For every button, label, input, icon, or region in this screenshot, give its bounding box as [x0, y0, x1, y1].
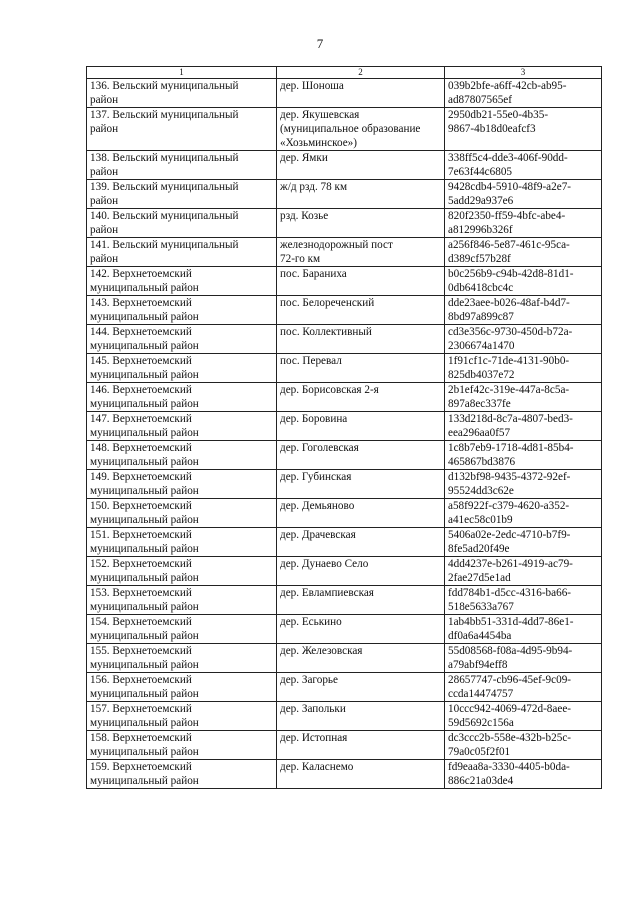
settlement-cell [277, 383, 445, 412]
municipality-cell [87, 325, 277, 354]
table-row [87, 557, 602, 586]
settlement-cell-text: пос. Коллективный [280, 326, 372, 338]
municipality-cell [87, 499, 277, 528]
municipality-cell-text: 143. Верхнетоемский муниципальный район [90, 297, 199, 323]
guid-cell-text: fd9eaa8a-3330-4405-b0da- 886c21a03de4 [448, 761, 570, 787]
municipality-cell-text: 144. Верхнетоемский муниципальный район [90, 326, 199, 352]
municipality-cell-text: 156. Верхнетоемский муниципальный район [90, 674, 199, 700]
municipality-cell-text: 151. Верхнетоемский муниципальный район [90, 529, 199, 555]
table-row [87, 108, 602, 151]
guid-cell-text: 10ccc942-4069-472d-8aee- 59d5692c156a [448, 703, 572, 729]
table-row [87, 760, 602, 789]
municipality-cell [87, 470, 277, 499]
guid-cell-text: dc3ccc2b-558e-432b-b25c- 79a0c05f2f01 [448, 732, 572, 758]
settlement-cell-text: рзд. Козье [280, 210, 329, 222]
guid-cell [445, 267, 602, 296]
guid-cell [445, 615, 602, 644]
municipality-cell-text: 139. Вельский муниципальный район [90, 181, 239, 207]
settlement-cell-text: железнодорожный пост 72-го км [280, 239, 393, 265]
table-row [87, 296, 602, 325]
settlement-cell [277, 615, 445, 644]
table-row [87, 209, 602, 238]
settlement-cell-text: пос. Белореченский [280, 297, 375, 309]
municipality-cell-text: 154. Верхнетоемский муниципальный район [90, 616, 199, 642]
guid-cell [445, 209, 602, 238]
municipality-cell [87, 296, 277, 325]
settlement-cell-text: дер. Загорье [280, 674, 338, 686]
guid-cell-text: d132bf98-9435-4372-92ef- 95524dd3c62e [448, 471, 571, 497]
guid-cell [445, 673, 602, 702]
guid-cell-text: 1f91cf1c-71de-4131-90b0- 825db4037e72 [448, 355, 570, 381]
municipality-cell-text: 157. Верхнетоемский муниципальный район [90, 703, 199, 729]
municipality-cell [87, 383, 277, 412]
settlement-cell-text: пос. Бараниха [280, 268, 347, 280]
settlement-cell-text: пос. Перевал [280, 355, 342, 367]
table-row [87, 673, 602, 702]
settlement-cell [277, 151, 445, 180]
guid-cell-text: 820f2350-ff59-4bfc-abe4- a812996b326f [448, 210, 566, 236]
municipality-cell [87, 108, 277, 151]
settlement-cell [277, 528, 445, 557]
municipality-cell [87, 209, 277, 238]
settlement-cell-text: дер. Железовская [280, 645, 363, 657]
municipality-cell [87, 79, 277, 108]
settlement-cell-text: дер. Борисовская 2-я [280, 384, 379, 396]
municipality-cell-text: 142. Верхнетоемский муниципальный район [90, 268, 199, 294]
settlement-cell [277, 441, 445, 470]
guid-cell [445, 731, 602, 760]
municipality-cell-text: 152. Верхнетоемский муниципальный район [90, 558, 199, 584]
settlement-cell-text: дер. Каласнемо [280, 761, 354, 773]
settlement-cell [277, 296, 445, 325]
municipality-cell [87, 151, 277, 180]
municipality-cell [87, 702, 277, 731]
guid-cell-text: cd3e356c-9730-450d-b72a- 2306674a1470 [448, 326, 573, 352]
municipality-cell-text: 147. Верхнетоемский муниципальный район [90, 413, 199, 439]
municipality-cell [87, 586, 277, 615]
settlements-table [86, 66, 602, 789]
settlement-cell [277, 209, 445, 238]
municipality-cell-text: 159. Верхнетоемский муниципальный район [90, 761, 199, 787]
municipality-cell [87, 760, 277, 789]
settlement-cell [277, 673, 445, 702]
settlement-cell-text: ж/д рзд. 78 км [280, 181, 348, 193]
settlement-cell [277, 79, 445, 108]
guid-cell [445, 760, 602, 789]
settlement-cell-text: дер. Дунаево Село [280, 558, 369, 570]
table-row [87, 151, 602, 180]
table-row [87, 528, 602, 557]
settlement-cell [277, 180, 445, 209]
municipality-cell-text: 137. Вельский муниципальный район [90, 109, 239, 135]
settlement-cell [277, 644, 445, 673]
table-row [87, 702, 602, 731]
guid-cell-text: fdd784b1-d5cc-4316-ba66- 518e5633a767 [448, 587, 572, 613]
settlement-cell [277, 499, 445, 528]
settlement-cell [277, 586, 445, 615]
settlement-cell-text: дер. Гоголевская [280, 442, 359, 454]
municipality-cell [87, 267, 277, 296]
settlement-cell [277, 267, 445, 296]
municipality-cell-text: 158. Верхнетоемский муниципальный район [90, 732, 199, 758]
guid-cell [445, 383, 602, 412]
settlement-cell [277, 325, 445, 354]
settlement-cell [277, 702, 445, 731]
municipality-cell [87, 644, 277, 673]
municipality-cell [87, 528, 277, 557]
guid-cell [445, 151, 602, 180]
guid-cell-text: dde23aee-b026-48af-b4d7- 8bd97a899c87 [448, 297, 570, 323]
guid-cell [445, 296, 602, 325]
settlement-cell [277, 238, 445, 267]
table-header-row [87, 67, 602, 79]
table-row [87, 238, 602, 267]
table-row [87, 267, 602, 296]
municipality-cell-text: 153. Верхнетоемский муниципальный район [90, 587, 199, 613]
guid-cell-text: 1ab4bb51-331d-4dd7-86e1- df0a6a4454ba [448, 616, 574, 642]
guid-cell-text: 338ff5c4-dde3-406f-90dd- 7e63f44c6805 [448, 152, 568, 178]
table-row [87, 383, 602, 412]
table-row [87, 644, 602, 673]
column-header-2: 2 [277, 67, 445, 79]
municipality-cell [87, 673, 277, 702]
guid-cell [445, 586, 602, 615]
guid-cell-text: 9428cdb4-5910-48f9-a2e7- 5add29a937e6 [448, 181, 572, 207]
settlement-cell [277, 412, 445, 441]
municipality-cell-text: 136. Вельский муниципальный район [90, 80, 239, 106]
guid-cell-text: a58f922f-c379-4620-a352- a41ec58c01b9 [448, 500, 570, 526]
municipality-cell-text: 149. Верхнетоемский муниципальный район [90, 471, 199, 497]
settlement-cell-text: дер. Еськино [280, 616, 342, 628]
guid-cell-text: 55d08568-f08a-4d95-9b94- a79abf94eff8 [448, 645, 573, 671]
settlement-cell [277, 731, 445, 760]
municipality-cell [87, 731, 277, 760]
guid-cell-text: 2b1ef42c-319e-447a-8c5a- 897a8ec337fe [448, 384, 570, 410]
guid-cell [445, 702, 602, 731]
guid-cell [445, 412, 602, 441]
guid-cell [445, 557, 602, 586]
settlement-cell-text: дер. Якушевская (муниципальное образование «Хозьминское») [280, 109, 421, 149]
settlement-cell [277, 760, 445, 789]
settlement-cell-text: дер. Губинская [280, 471, 352, 483]
table-row [87, 325, 602, 354]
municipality-cell-text: 138. Вельский муниципальный район [90, 152, 239, 178]
municipality-cell [87, 238, 277, 267]
settlement-cell [277, 470, 445, 499]
guid-cell [445, 108, 602, 151]
guid-cell [445, 644, 602, 673]
guid-cell-text: 1c8b7eb9-1718-4d81-85b4- 465867bd3876 [448, 442, 574, 468]
municipality-cell [87, 354, 277, 383]
guid-cell-text: 2950db21-55e0-4b35- 9867-4b18d0eafcf3 [448, 109, 549, 135]
guid-cell-text: 5406a02e-2edc-4710-b7f9- 8fe5ad20f49e [448, 529, 571, 555]
guid-cell [445, 354, 602, 383]
settlement-cell [277, 108, 445, 151]
guid-cell [445, 238, 602, 267]
guid-cell [445, 325, 602, 354]
table-row [87, 412, 602, 441]
settlement-cell [277, 557, 445, 586]
municipality-cell [87, 557, 277, 586]
settlement-cell [277, 354, 445, 383]
settlement-cell-text: дер. Демьяново [280, 500, 355, 512]
guid-cell-text: 28657747-cb96-45ef-9c09- ccda14474757 [448, 674, 572, 700]
municipality-cell [87, 615, 277, 644]
settlement-cell-text: дер. Евлампиевская [280, 587, 374, 599]
guid-cell [445, 79, 602, 108]
guid-cell [445, 470, 602, 499]
guid-cell [445, 499, 602, 528]
guid-cell-text: a256f846-5e87-461c-95ca- d389cf57b28f [448, 239, 570, 265]
guid-cell-text: 133d218d-8c7a-4807-bed3- eea296aa0f57 [448, 413, 573, 439]
municipality-cell-text: 140. Вельский муниципальный район [90, 210, 239, 236]
municipality-cell-text: 155. Верхнетоемский муниципальный район [90, 645, 199, 671]
column-header-1: 1 [87, 67, 277, 79]
table-row [87, 470, 602, 499]
table-row [87, 180, 602, 209]
guid-cell [445, 441, 602, 470]
municipality-cell [87, 412, 277, 441]
table-row [87, 79, 602, 108]
table-row [87, 354, 602, 383]
municipality-cell [87, 441, 277, 470]
table-row [87, 499, 602, 528]
settlement-cell-text: дер. Шоноша [280, 80, 344, 92]
table-row [87, 586, 602, 615]
municipality-cell-text: 141. Вельский муниципальный район [90, 239, 239, 265]
guid-cell-text: 039b2bfe-a6ff-42cb-ab95- ad87807565ef [448, 80, 567, 106]
guid-cell [445, 528, 602, 557]
table-row [87, 731, 602, 760]
column-header-3: 3 [445, 67, 602, 79]
table-row [87, 615, 602, 644]
municipality-cell [87, 180, 277, 209]
table-row [87, 441, 602, 470]
guid-cell-text: 4dd4237e-b261-4919-ac79- 2fae27d5e1ad [448, 558, 573, 584]
guid-cell [445, 180, 602, 209]
settlement-cell-text: дер. Ямки [280, 152, 328, 164]
settlement-cell-text: дер. Драчевская [280, 529, 356, 541]
municipality-cell-text: 145. Верхнетоемский муниципальный район [90, 355, 199, 381]
settlement-cell-text: дер. Запольки [280, 703, 346, 715]
settlement-cell-text: дер. Боровина [280, 413, 348, 425]
page-number: 7 [316, 36, 324, 51]
municipality-cell-text: 148. Верхнетоемский муниципальный район [90, 442, 199, 468]
settlement-cell-text: дер. Истопная [280, 732, 348, 744]
municipality-cell-text: 146. Верхнетоемский муниципальный район [90, 384, 199, 410]
guid-cell-text: b0c256b9-c94b-42d8-81d1- 0db6418cbc4c [448, 268, 574, 294]
municipality-cell-text: 150. Верхнетоемский муниципальный район [90, 500, 199, 526]
